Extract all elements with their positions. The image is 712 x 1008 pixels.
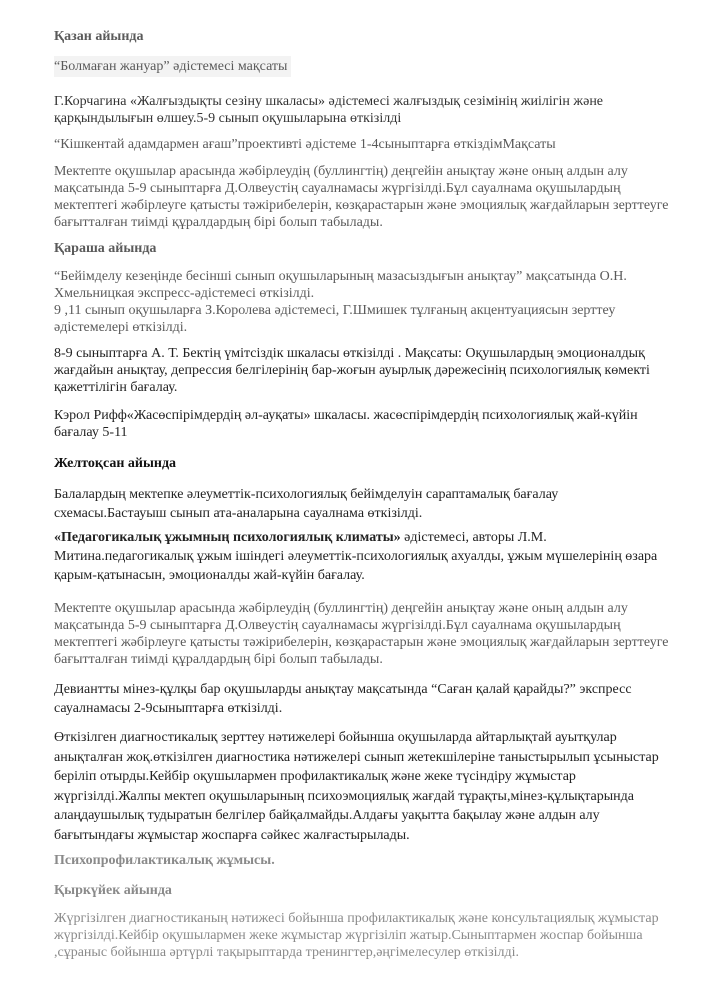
paragraph-deviant: Девиантты мінез-құлқы бар оқушыларды анықтау мақсатында “Саған қалай қарайды?” экспресс сауалнамасы 2-9сыныптарға өткізілді. [54,682,632,716]
paragraph-prophylaxis: Жүргізілген диагностиканың нәтижесі бойынша профилактикалық және консультациялық жұмыстар жүргізілді.Кейбір оқушылармен жеке жұмыстар жүргізіліп жатыр.Сыныптармен жоспар бойынша ,сұраныс бойынша әртүрлі тақырыптарда тренингтер,әңгімелесулер өткізілді. [54,911,659,960]
method-description: әдістемесі, авторы Л.М. Митина.педагогикалық ұжым ішіндегі әлеуметтік-психологиялық ахуалды, ұжым мүшелерінің өзара қарым-қатынасын, эмоционалды жай-күйін бағалау. [54,530,658,583]
paragraph-conclusion: Өткізілген диагностикалық зерттеу нәтижелері бойынша оқушыларда айтарлықтай ауытқулар анықталған жоқ.өткізілген диагностика нәтижелері сынып жетекшілеріне таныстырылып ұсыныстар беріліп отырды.Кейбір оқушылармен профилактикалық және жеке түсіндіру жұмыстар жүргізілді.Жалпы мектеп оқушыларының психоэмоциялық жағдай тұрақты,мінез-құлықтарында алаңдаушылық тудыратын белгілер байқалмайды.Алдағы уақытта бақылау және алдын алу бағытындағы жұмыстар жоспарға сәйкес жалғастырылады. [54,730,659,843]
heading-november: Қараша айында [54,241,157,256]
heading-december: Желтоқсан айында [54,456,177,471]
paragraph-adaptation: Балалардың мектепке әлеуметтік-психологиялық бейімделуін сараптамалық бағалау схемасы.Бастауыш сынып ата-аналарына сауалнама өткізілді. [54,487,559,521]
paragraph-kishkentai: “Кішкентай адамдармен ағаш”проективті әдістеме 1-4сыныптарға өткіздімМақсаты [54,137,556,152]
paragraph-ryff-scale: Кэрол Рифф«Жасөспірімдердің әл-ауқаты» шкаласы. жасөспірімдердің психологиялық жай-күйін бағалау 5-11 [54,408,638,440]
heading-october: Қазан айында [54,29,144,44]
highlighted-text: “Болмаған жануар” әдістемесі мақсаты [54,56,291,77]
paragraph-beck-scale: 8-9 сыныптарға А. Т. Бектің үмітсіздік шкаласы өткізілді . Мақсаты: Оқушылардың эмоционалдық жағдайын анықтау, депрессия белгілерінің бар-жоғын ауырлық дәрежесінің психологиялық көмекті қажеттілігін бағалау. [54,346,650,395]
heading-september: Қыркүйек айында [54,883,172,898]
paragraph-korchagina: Г.Корчагина «Жалғыздықты сезіну шкаласы» әдістемесі жалғыздық сезімінің жиілігін және қарқындылығын өлшеу.5-9 сынып оқушыларына өткізілді [54,94,604,126]
paragraph-koroleva: 9 ,11 сынып оқушыларға З.Королева әдістемесі, Г.Шмишек тұлғаның акцентуациясын зерттеу әдістемелері өткізілді. [54,303,616,335]
method-title: «Педагогикалық ұжымның психологиялық климаты» [54,530,401,545]
paragraph-bullying-2: Мектепте оқушылар арасында жәбірлеудің (буллингтің) деңгейін анықтау және оның алдын алу мақсатында 5-9 сыныптарға Д.Олвеустің сауалнамасы жүргізілді.Бұл сауалнама оқушылардың мектептегі жәбірлеуге қатысты тәжірибелерін, көзқарастарын және эмоциялық жағдайларын зерттеуге бағытталған тиімді құралдардың бірі болып табылады. [54,601,669,667]
paragraph-khmelnitskaya: “Бейімделу кезеңінде бесінші сынып оқушыларының мазасыздығын анықтау” мақсатында О.Н. Хмельницкая экспресс-әдістемесі өткізілді. [54,269,627,301]
heading-psychoprophylaxis: Психопрофилактикалық жұмысы. [54,853,275,868]
paragraph-bullying-1: Мектепте оқушылар арасында жәбірлеудің (буллингтің) деңгейін анықтау және оның алдын алу мақсатында 5-9 сыныптарға Д.Олвеустің сауалнамасы жүргізілді.Бұл сауалнама оқушылардың мектептегі жәбірлеуге қатысты тәжірибелерін, көзқарастарын және эмоциялық жағдайларын зерттеуге бағытталған тиімді құралдардың бірі болып табылады. [54,164,669,230]
paragraph-bolmagan-januar [54,58,674,75]
paragraph-pedagogical-climate [54,528,674,585]
